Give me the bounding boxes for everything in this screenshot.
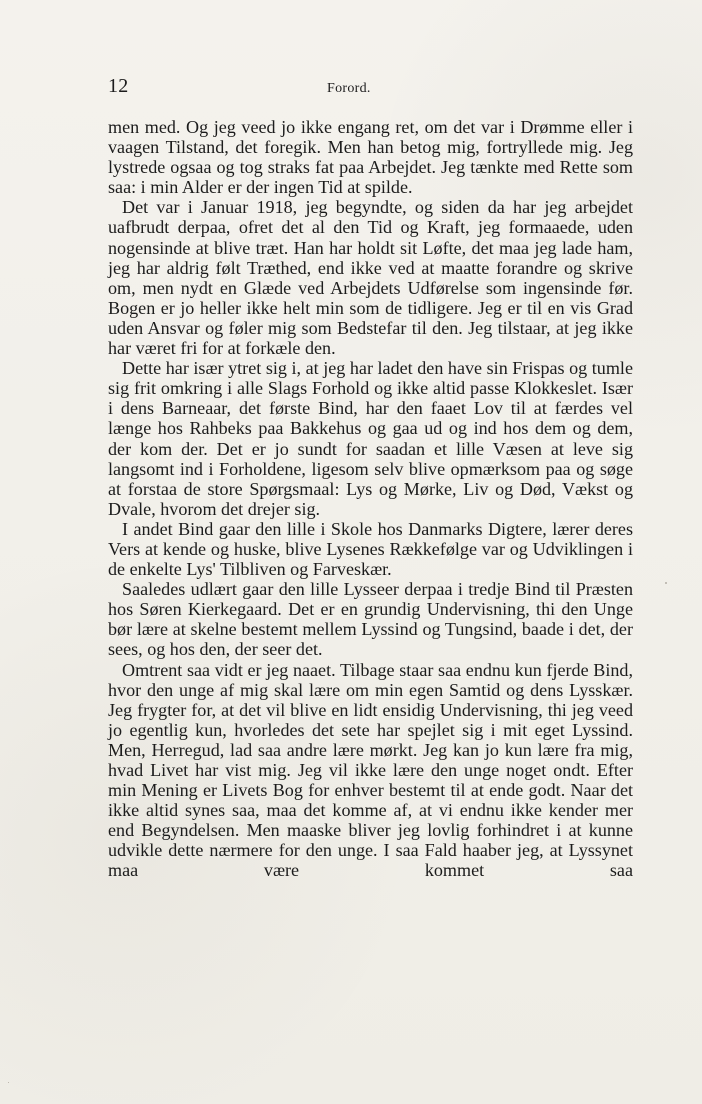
paragraph-1: men med. Og jeg veed jo ikke engang ret, om det var i Drømme eller i vaagen Tilstand, det foregik. Men han betog mig, fortryllede mig. Jeg lystrede ogsaa og tog straks fat paa Arbejdet. Jeg tænkte med Rette som saa: i min Alder er der ingen Tid at spilde. — [108, 117, 633, 198]
paragraph-5: Saaledes udlært gaar den lille Lysseer derpaa i tredje Bind til Præsten hos Søren Kierkegaard. Det er en grundig Undervisning, thi den Unge bør lære at skelne bestemt mellem Lyssind og Tungsind, baade i det, der sees, og hos den, der seer det. — [108, 579, 633, 660]
paragraph-4: I andet Bind gaar den lille i Skole hos Danmarks Digtere, lærer deres Vers at kende og huske, blive Lysenes Rækkefølge var og Udviklingen i de enkelte Lys' Tilbliven og Farveskær. — [108, 518, 633, 580]
body-text — [108, 117, 633, 881]
paragraph-3: Dette har især ytret sig i, at jeg har ladet den have sin Frispas og tumle sig frit omkring i alle Slags Forhold og ikke altid passe Klokkeslet. Især i dens Barneaar, det første Bind, har den faaet Lov til at færdes vel længe hos Rahbeks paa Bakkehus og gaa ud og ind hos dem og dem, der kom der. Det er jo sundt for saadan et lille Væsen at leve sig langsomt ind i Forholdene, ligesom selv blive opmærksom paa og søge at forstaa de store Spørgsmaal: Lys og Mørke, Liv og Død, Vækst og Dvale, hvorom det drejer sig. — [108, 358, 633, 519]
paragraph-2: Det var i Januar 1918, jeg begyndte, og siden da har jeg arbejdet uafbrudt derpaa, ofret det al den Tid og Kraft, jeg formaaede, uden nogensinde at blive træt. Han har holdt sit Løfte, det maa jeg lade ham, jeg har aldrig følt Træthed, end ikke ved at maatte forandre og skrive om, men nydt en Glæde ved Arbejdets Udførelse som ingensinde før. Bogen er jo heller ikke helt min som de tidligere. Jeg er til en vis Grad uden Ansvar og føler mig som Bedstefar til den. Jeg tilstaar, at jeg ikke har været fri for at forkæle den. — [108, 197, 633, 359]
page-header — [108, 74, 636, 102]
running-head: Forord. — [327, 81, 371, 96]
page-number: 12 — [108, 75, 129, 97]
paragraph-6: Omtrent saa vidt er jeg naaet. Tilbage staar saa endnu kun fjerde Bind, hvor den unge af mig skal lære om min egen Samtid og dens Lysskær. Jeg frygter for, at det vil blive en lidt ensidig Undervisning, thi jeg veed jo egentlig kun, hvorledes det sete har spejlet sig i mit eget Lyssind. Men, Herregud, lad saa andre lære mørkt. Jeg kan jo kun lære fra mig, hvad Livet har vist mig. Jeg vil ikke lære den unge noget ondt. Efter min Mening er Livets Bog for enhver bestemt til at ende godt. Naar det ikke altid synes saa, maa det komme af, at vi endnu ikke kender mer end Begyndelsen. Men maaske bliver jeg lovlig forhindret i at kunne udvikle dette nærmere for den unge. I saa Fald haaber jeg, at Lyssynet maa være kommet saa — [108, 659, 633, 881]
paper-speck — [8, 1082, 9, 1083]
paper-mark — [665, 582, 667, 584]
